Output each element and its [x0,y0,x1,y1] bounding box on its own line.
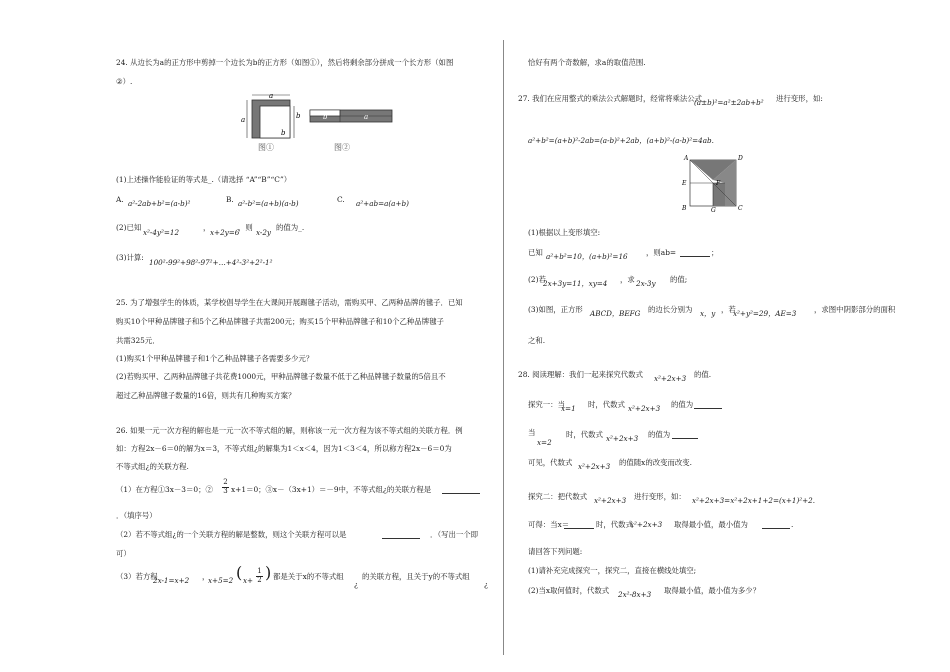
q24-option-a-label: A. [116,195,124,204]
q26-part1-fraction [222,479,229,495]
q27-part1: (1)根据以上变形填空: [528,228,601,237]
q26-part2-c: 可） [116,549,131,558]
q24-option-b-expr: a²-b²=(a+b)(a-b) [238,199,299,208]
fig-label-C: C [738,205,743,212]
q26-line1: 26. 如果一元一次方程的解也是一元一次不等式组的解，则称该一元一次方程为该不等式组的关联方程．例 [116,426,463,435]
q26-part1-c: ．（填序号） [116,511,157,520]
q26-part3-c: 的关联方程，且关于y的不等式组 [362,572,470,581]
q24-part2-pre: (2)已知 [116,223,142,232]
q28-exp3-expr2: x²+2x+3=x²+2x+1+2=(x+1)²+2. [692,496,816,505]
fig1-label-a-top: a [269,92,274,100]
q25-line1: 25. 为了增强学生的体质，某学校倡导学生在大课间开展踢毽子活动，需购买甲、乙两种品牌的毽子．已知 [116,298,463,307]
q28-obs-post: 的值随x的改变而改变. [619,458,693,467]
q27-part3-c: ，若 [721,305,736,314]
q24-option-c-expr: a²+ab=a(a+b) [356,199,409,208]
q26-inverted-question-2: ¿ [484,580,488,589]
q28-exp2-mid: 时，代数式 [566,430,603,439]
q26-inverted-question-1: ¿ [354,580,358,589]
q28-obs-pre: 可见，代数式 [528,458,573,467]
q27-part2-expr: 2x+3y=11，xy=4 [543,279,608,288]
fig1-label-b-inner: b [281,129,286,137]
q28-exp4-blank-x[interactable] [564,520,594,529]
q26-part3-sep: ， [202,572,210,581]
q28-exp2-pre: 当 [528,428,536,437]
fig-label-B: B [682,205,687,212]
q27-part1-post: ，则ab= [646,248,677,257]
q24-part3-expr: 100²-99²+98²-97²+…+4²-3²+2²-1² [149,258,273,267]
q28-line1-pre: 28. 阅读理解：我们一起来探究代数式 [518,370,643,379]
q28-exp3-expr: x²+2x+3 [594,496,627,505]
fig2-label-a: a [364,113,369,121]
q24-stem-line2: ②）. [116,77,133,86]
q24-part3-pre: (3)计算: [116,253,144,262]
q24-part2-expr3: x-2y [256,228,271,237]
q28-line1-post: 的值. [694,370,712,379]
q24-option-a-expr: a²-2ab+b²=(a-b)² [128,199,191,208]
q24-part2-sep: ， [203,223,211,232]
q27-part1-end: ； [711,248,719,257]
fig-label-F: F [716,180,721,187]
q27-part1-expr: a²+b²=10，(a+b)²=16 [546,252,628,261]
q27-part3-expr: x²+y²=29，AE=3 [733,309,797,318]
q28-exp4-post: 取得最小值，最小值为 [674,520,748,529]
fig2-label-b: b [323,113,328,121]
fig-label-E: E [682,180,687,187]
fraction-denominator: 3 [223,486,228,495]
q27-line1-post: 进行变形，如: [776,94,823,103]
fig2-caption: 图② [334,143,350,152]
q28-exp1-blank[interactable] [694,400,722,409]
q27-part3-squares: ABCD，BEFG [590,309,641,318]
q25-line6: 超过乙种品牌毽子数量的16倍，则共有几种购买方案？ [116,391,296,400]
fig1-caption: 图① [258,143,274,152]
q27-part1-blank[interactable] [680,248,710,257]
q25-line5: (2)若购买甲、乙两种品牌毽子共花费1000元，甲种品牌毽子数量不低于乙种品牌毽子数量的5倍且不 [116,372,446,381]
q28-exp3-mid: 进行变形，如： [634,492,686,501]
q27-part3-d: ，求图中阴影部分的面积 [814,305,896,314]
q28-part2-expr: 2x²-8x+3 [618,590,652,599]
q26-part3-a: （3）若方程 [116,572,158,581]
q28-exp2-post: 的值为 [648,430,671,439]
fig-label-A: A [684,155,689,162]
q28-exp1-mid: 时，代数式 [588,400,625,409]
q28-exp1-expr: x²+2x+3 [628,404,661,413]
q27-line2-expr: a²+b²=(a+b)²-2ab=(a-b)²+2ab，(a+b)²-(a-b)²=4ab. [528,136,714,145]
paren-close: ) [265,563,272,582]
q24-figures [238,90,408,158]
q28-exp3-pre: 探究二：把代数式 [528,492,588,501]
q26-part3-eq2-pre: x+5=2 [208,576,234,585]
q28-exp2-expr: x²+2x+3 [606,434,639,443]
q26-part3-fraction [256,568,263,584]
q28-exp2-x: x=2 [537,438,552,447]
q28-part2-pre: (2)当x取何值时，代数式 [528,586,610,595]
q28-exp4-expr: x²+2x+3 [630,520,663,529]
q28-exp2-blank[interactable] [672,430,698,439]
q28-exp4-end: . [791,520,794,529]
q24-part2-post: 的值为_. [276,223,305,232]
q26-part2-a: （2）若不等式组¿的一个关联方程的解是整数，则这个关联方程可以是 [116,530,347,539]
q24-option-b-label: B. [226,195,234,204]
q25-line4: (1)购买1个甲种品牌毽子和1个乙种品牌毽子各需要多少元？ [116,354,314,363]
q25-line3: 共需325元． [116,336,160,345]
q26-part1-b: x+1＝0；③x－（3x+1）＝－9中，不等式组¿的关联方程是 [231,485,432,494]
q28-obs-expr: x²+2x+3 [578,462,611,471]
q24-stem-line1: 24. 从边长为a的正方形中剪掉一个边长为b的正方形（如图①），然后将剩余部分拼成一个长方形（如图 [116,58,454,67]
q27-part3-b: 的边长分别为 [648,305,693,314]
q26-part1-a: （1）在方程①3x－3＝0；② [116,485,213,494]
q24-option-c-label: C. [337,195,345,204]
q27-part1-pre: 已知 [528,248,543,257]
q26-part2-b: ．（写出一个即 [430,530,479,539]
q24-part1: (1)上述操作能验证的等式是_.（请选择 “A”“B”“C”） [116,175,292,184]
q28-exp4-mid: 时，代数式 [596,520,633,529]
q24-part2-expr1: x²-4y²=12 [143,228,180,237]
q27-figure [680,154,752,212]
fraction-numerator: 1 [257,567,262,575]
q26-line2: 如：方程2x－6＝0的解为x＝3，不等式组¿的解集为1＜x＜4，因为1＜3＜4，所以称方程2x－6＝0为 [116,444,452,453]
fraction-numerator: 2 [223,478,228,486]
q28-exp4-pre: 可得：当x＝ [528,520,570,529]
figure-1-square [241,92,301,152]
q26-part1-blank[interactable] [442,485,480,494]
q26-part3-b: 都是关于x的不等式组 [273,572,344,581]
fig1-label-b-right: b [296,112,301,120]
q28-exp1-post: 的值为 [671,400,694,409]
q28-part2-post: 取得最小值，最小值为多少？ [664,586,761,595]
q27-part2-expr2: 2x-3y [636,279,656,288]
paren-open: ( [236,563,243,582]
q26-continuation: 恰好有两个奇数解，求a的取值范围. [528,58,646,67]
q28-ask: 请回答下列问题: [528,547,583,556]
fraction-denominator: 2 [257,575,262,584]
q27-part2-pre: (2)若 [528,275,546,284]
q25-line2: 购买10个甲种品牌毽子和5个乙种品牌毽子共需200元；购买15个甲种品牌毽子和10个乙种品牌毽子 [116,317,444,326]
column-divider [503,40,504,655]
q27-part3-a: (3)如图，正方形 [528,305,583,314]
q26-part3-eq2-x: x+ [243,576,254,585]
q28-line1-expr: x²+2x+3 [654,374,687,383]
q24-part2-expr2: x+2y=6 [210,228,240,237]
q26-part2-blank[interactable] [382,530,420,539]
q27-line1-expr: (a±b)²=a²±2ab+b² [694,98,764,107]
q24-part2-mid: ，则 [238,223,253,232]
fig1-label-a-left: a [241,116,246,124]
fig-label-G: G [711,207,716,212]
q26-part3-eq1: 2x-1=x+2 [153,576,190,585]
q27-line1-pre: 27. 我们在应用整式的乘法公式解题时，经常将乘法公式 [518,94,703,103]
q27-part2-mid: ，求 [620,275,635,284]
q27-part3-xy: x，y [700,309,716,318]
fig-label-D: D [738,155,743,162]
q28-exp1-pre: 探究一：当 [528,400,565,409]
q28-exp1-x: x=1 [561,404,576,413]
q28-part1: (1)请补充完成探究一，探究二，直接在横线处填空; [528,566,697,575]
q27-part3-e: 之和. [528,336,546,345]
q27-part2-post: 的值; [670,275,688,284]
figure-2-rectangle [310,110,392,152]
q26-line3: 不等式组¿的关联方程. [116,462,189,471]
q28-exp4-blank-min[interactable] [762,520,790,529]
